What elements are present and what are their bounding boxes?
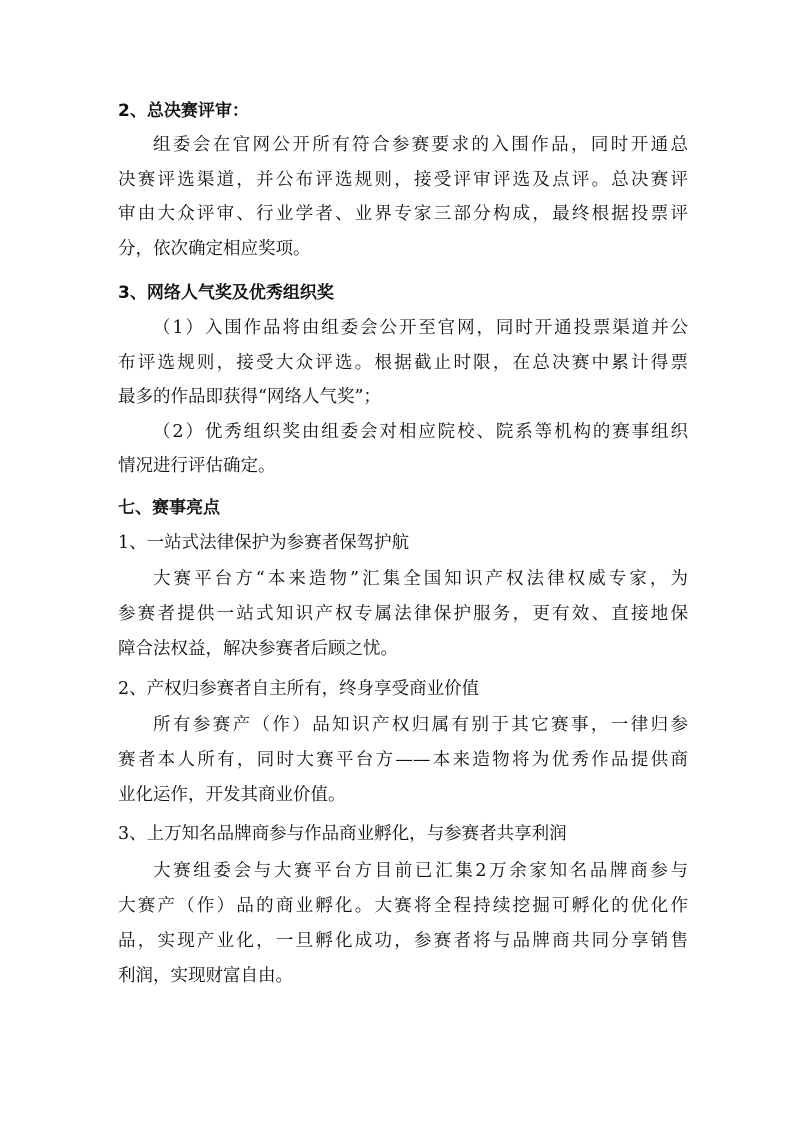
paragraph-line: 大赛平台方“本来造物”汇集全国知识产权法律权威专家，为: [153, 569, 688, 589]
paragraph-line: 最多的作品即获得“网络人气奖”；: [118, 387, 381, 407]
subheading-property-rights: 2、产权归参赛者自主所有，终身享受商业价值: [118, 679, 480, 699]
paragraph-line: 所有参赛产（作）品知识产权归属有别于其它赛事，一律归参: [153, 715, 688, 735]
paragraph-line: 分，依次确定相应奖项。: [118, 239, 311, 259]
paragraph-line: 组委会在官网公开所有符合参赛要求的入围作品，同时开通总: [153, 135, 688, 155]
paragraph-line: 大赛产（作）品的商业孵化。大赛将全程持续挖掘可孵化的优化作: [118, 896, 688, 916]
paragraph-line: 赛者本人所有，同时大赛平台方——本来造物将为优秀作品提供商: [118, 750, 688, 770]
subheading-legal-protection: 1、一站式法律保护为参赛者保驾护航: [118, 533, 410, 553]
paragraph-line: （1）入围作品将由组委会公开至官网，同时开通投票渠道并公: [153, 318, 688, 338]
paragraph-line: 情况进行评估确定。: [118, 456, 276, 476]
paragraph-line: （2）优秀组织奖由组委会对相应院校、院系等机构的赛事组织: [153, 422, 688, 442]
paragraph-line: 业化运作，开发其商业价值。: [118, 785, 346, 805]
paragraph-line: 品，实现产业化，一旦孵化成功，参赛者将与品牌商共同分享销售: [118, 931, 688, 951]
paragraph-line: 参赛者提供一站式知识产权专属法律保护服务，更有效、直接地保: [118, 604, 688, 624]
section-heading-final-review: 2、总决赛评审：: [118, 101, 249, 121]
paragraph-line: 决赛评选渠道，并公布评选规则，接受评审评选及点评。总决赛评: [118, 170, 688, 190]
paragraph-line: 大赛组委会与大赛平台方目前已汇集2万余家知名品牌商参与: [153, 861, 688, 881]
paragraph-line: 审由大众评审、行业学者、业界专家三部分构成，最终根据投票评: [118, 204, 688, 224]
paragraph-line: 布评选规则，接受大众评选。根据截止时限，在总决赛中累计得票: [118, 353, 688, 373]
paragraph-line: 利润，实现财富自由。: [118, 966, 293, 986]
subheading-brand-incubation: 3、上万知名品牌商参与作品商业孵化，与参赛者共享利润: [118, 824, 567, 844]
section-heading-highlights: 七、赛事亮点: [118, 498, 220, 518]
section-heading-awards: 3、网络人气奖及优秀组织奖: [118, 283, 334, 303]
paragraph-line: 障合法权益，解决参赛者后顾之忧。: [118, 639, 398, 659]
